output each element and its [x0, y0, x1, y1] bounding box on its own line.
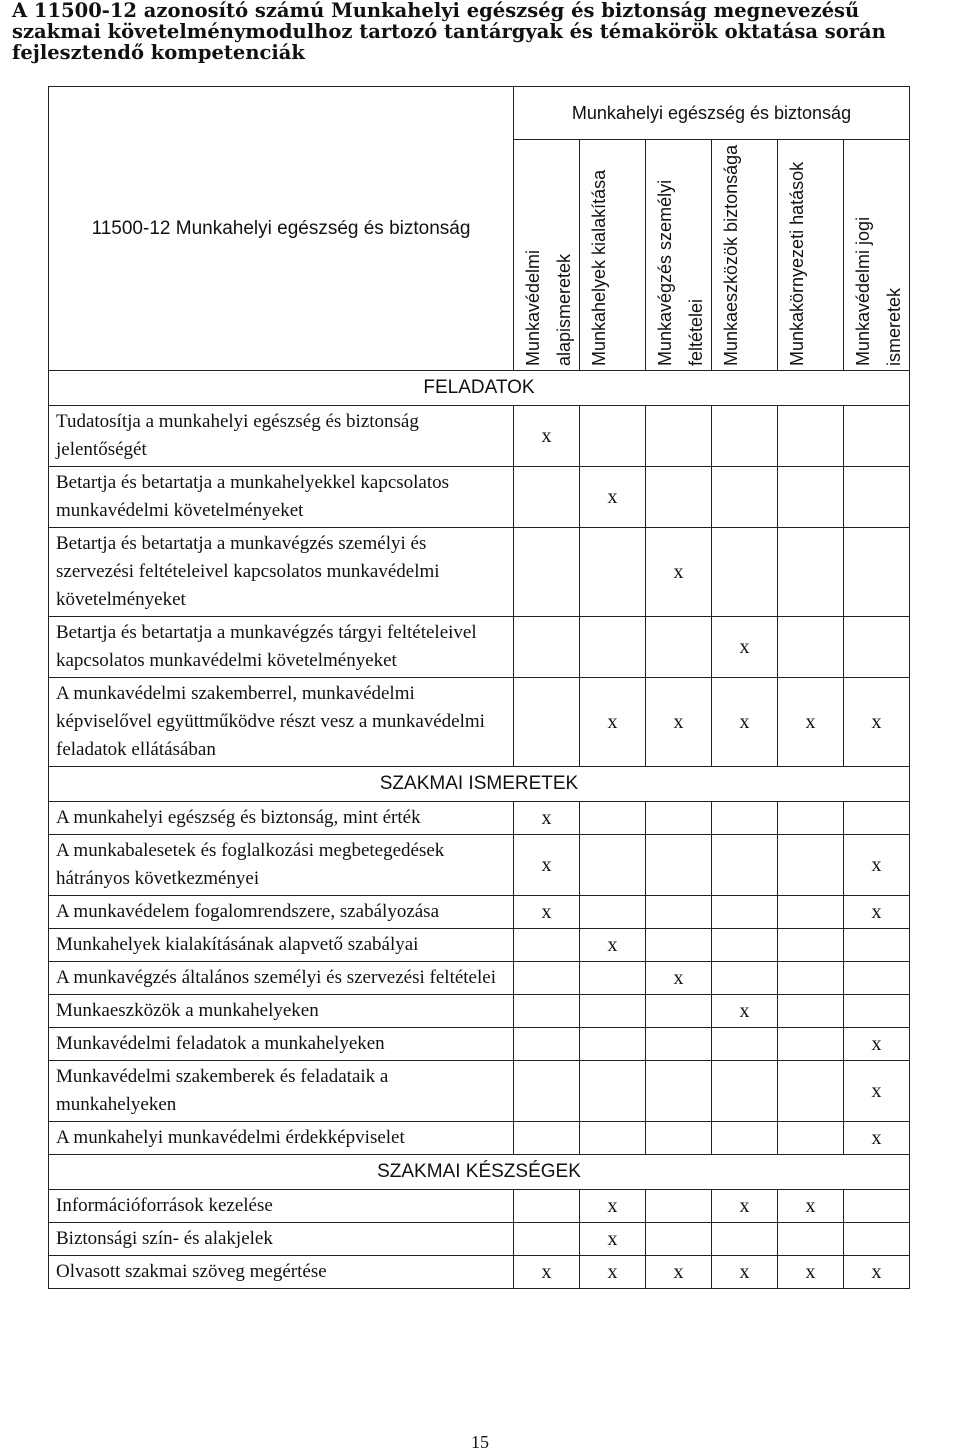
row-label: Biztonsági szín- és alakjelek — [49, 1223, 514, 1256]
column-header — [646, 140, 712, 371]
row-label: Információforrások kezelése — [49, 1190, 514, 1223]
table-row — [49, 528, 910, 617]
mark-cell-empty — [712, 1122, 778, 1155]
table-row — [49, 1061, 910, 1122]
mark-cell-empty — [844, 995, 910, 1028]
row-label: Betartja és betartatja a munkavégzés tárgyi feltételeivel kapcsolatos munkavédelmi követelményeket — [49, 617, 514, 678]
mark-cell-empty — [712, 1028, 778, 1061]
mark-cell-empty — [712, 406, 778, 467]
mark-cell-empty — [514, 1122, 580, 1155]
mark-cell-empty — [712, 1061, 778, 1122]
mark-cell-empty — [580, 406, 646, 467]
column-header — [844, 140, 910, 371]
mark-cell-empty — [514, 962, 580, 995]
mark-cell-empty — [646, 1028, 712, 1061]
table-row — [49, 406, 910, 467]
column-header-label: Munkavédelmi jogi ismeretek — [853, 216, 904, 366]
row-label: A munkavédelem fogalomrendszere, szabályozása — [49, 896, 514, 929]
mark-cell-checked: x — [514, 835, 580, 896]
mark-cell-empty — [514, 995, 580, 1028]
table-row — [49, 617, 910, 678]
mark-cell-checked: x — [580, 1256, 646, 1289]
table-row — [49, 467, 910, 528]
mark-cell-empty — [778, 995, 844, 1028]
table-row — [49, 896, 910, 929]
mark-cell-empty — [580, 617, 646, 678]
column-header — [778, 140, 844, 371]
table-row — [49, 1256, 910, 1289]
mark-cell-checked: x — [844, 1028, 910, 1061]
mark-cell-empty — [580, 528, 646, 617]
column-header-label: Munkahelyek kialakítása — [589, 169, 609, 366]
mark-cell-empty — [646, 835, 712, 896]
row-label: Tudatosítja a munkahelyi egészség és biztonság jelentőségét — [49, 406, 514, 467]
mark-cell-empty — [514, 1028, 580, 1061]
mark-cell-checked: x — [514, 896, 580, 929]
table-row — [49, 995, 910, 1028]
section-header-row — [49, 371, 910, 406]
mark-cell-empty — [712, 896, 778, 929]
mark-cell-empty — [844, 406, 910, 467]
row-label: Betartja és betartatja a munkavégzés személyi és szervezési feltételeivel kapcsolatos munkavédelmi követelményeket — [49, 528, 514, 617]
mark-cell-checked: x — [646, 528, 712, 617]
mark-cell-checked: x — [514, 1256, 580, 1289]
mark-cell-checked: x — [580, 1190, 646, 1223]
mark-cell-empty — [646, 1190, 712, 1223]
mark-cell-empty — [580, 962, 646, 995]
competency-table — [48, 86, 910, 1289]
mark-cell-empty — [580, 835, 646, 896]
mark-cell-empty — [580, 1122, 646, 1155]
mark-cell-empty — [514, 1223, 580, 1256]
mark-cell-empty — [844, 528, 910, 617]
mark-cell-checked: x — [778, 1256, 844, 1289]
mark-cell-checked: x — [514, 802, 580, 835]
table-row — [49, 1028, 910, 1061]
table-row — [49, 929, 910, 962]
mark-cell-empty — [844, 467, 910, 528]
row-label: A munkahelyi munkavédelmi érdekképviselet — [49, 1122, 514, 1155]
row-label: Olvasott szakmai szöveg megértése — [49, 1256, 514, 1289]
table-row — [49, 1223, 910, 1256]
mark-cell-checked: x — [712, 678, 778, 767]
mark-cell-empty — [712, 467, 778, 528]
mark-cell-empty — [514, 1061, 580, 1122]
mark-cell-empty — [778, 406, 844, 467]
mark-cell-empty — [778, 1028, 844, 1061]
row-label: Munkavédelmi szakemberek és feladataik a munkahelyeken — [49, 1061, 514, 1122]
column-header — [514, 140, 580, 371]
mark-cell-empty — [844, 617, 910, 678]
table-row — [49, 1190, 910, 1223]
mark-cell-checked: x — [646, 678, 712, 767]
module-name: 11500-12 Munkahelyi egészség és biztonság — [91, 217, 471, 239]
table-row — [49, 835, 910, 896]
mark-cell-empty — [844, 1223, 910, 1256]
mark-cell-empty — [712, 835, 778, 896]
mark-cell-empty — [712, 802, 778, 835]
column-header — [580, 140, 646, 371]
mark-cell-checked: x — [580, 1223, 646, 1256]
column-header-label: Munkaeszközök biztonsága — [721, 144, 741, 366]
row-label: A munkavédelmi szakemberrel, munkavédelmi képviselővel együttműködve részt vesz a munkavédelmi feladatok ellátásában — [49, 678, 514, 767]
mark-cell-checked: x — [712, 995, 778, 1028]
mark-cell-checked: x — [844, 1122, 910, 1155]
mark-cell-empty — [778, 1122, 844, 1155]
mark-cell-checked: x — [646, 962, 712, 995]
mark-cell-checked: x — [844, 1256, 910, 1289]
row-label: Betartja és betartatja a munkahelyekkel kapcsolatos munkavédelmi követelményeket — [49, 467, 514, 528]
section-header-row — [49, 1155, 910, 1190]
row-label: A munkavégzés általános személyi és szervezési feltételei — [49, 962, 514, 995]
mark-cell-checked: x — [580, 678, 646, 767]
mark-cell-empty — [646, 406, 712, 467]
row-label: Munkahelyek kialakításának alapvető szabályai — [49, 929, 514, 962]
mark-cell-empty — [514, 467, 580, 528]
mark-cell-empty — [712, 929, 778, 962]
table-body — [49, 371, 910, 1289]
mark-cell-empty — [514, 929, 580, 962]
module-name-cell — [49, 87, 514, 371]
table-row — [49, 802, 910, 835]
mark-cell-empty — [778, 1223, 844, 1256]
mark-cell-checked: x — [712, 1256, 778, 1289]
mark-cell-checked: x — [580, 929, 646, 962]
mark-cell-empty — [712, 1223, 778, 1256]
mark-cell-empty — [514, 528, 580, 617]
section-title-text: SZAKMAI ISMERETEK — [379, 773, 579, 794]
mark-cell-empty — [778, 835, 844, 896]
mark-cell-checked: x — [844, 835, 910, 896]
mark-cell-empty — [778, 802, 844, 835]
mark-cell-empty — [844, 962, 910, 995]
mark-cell-empty — [580, 1028, 646, 1061]
row-label: A munkabalesetek és foglalkozási megbetegedések hátrányos következményei — [49, 835, 514, 896]
mark-cell-empty — [778, 1061, 844, 1122]
mark-cell-empty — [646, 929, 712, 962]
mark-cell-empty — [646, 617, 712, 678]
document-heading: A 11500-12 azonosító számú Munkahelyi egészség és biztonság megnevezésű szakmai követelménymodulhoz tartozó tantárgyak és témakörök oktatása során fejlesztendő kompetenciák — [12, 0, 886, 64]
mark-cell-empty — [514, 1190, 580, 1223]
mark-cell-empty — [778, 962, 844, 995]
section-title — [49, 1155, 910, 1190]
mark-cell-checked: x — [712, 617, 778, 678]
mark-cell-empty — [778, 929, 844, 962]
mark-cell-empty — [844, 929, 910, 962]
mark-cell-empty — [514, 678, 580, 767]
mark-cell-empty — [646, 1223, 712, 1256]
table-row — [49, 1122, 910, 1155]
mark-cell-empty — [844, 1190, 910, 1223]
mark-cell-empty — [646, 467, 712, 528]
section-title-text: FELADATOK — [423, 377, 535, 398]
mark-cell-empty — [646, 896, 712, 929]
section-title-text: SZAKMAI KÉSZSÉGEK — [377, 1161, 581, 1182]
section-title — [49, 371, 910, 406]
row-label: A munkahelyi egészség és biztonság, mint érték — [49, 802, 514, 835]
mark-cell-empty — [844, 802, 910, 835]
section-header-row — [49, 767, 910, 802]
row-label: Munkaeszközök a munkahelyeken — [49, 995, 514, 1028]
subject-group-title: Munkahelyi egészség és biztonság — [571, 102, 852, 123]
mark-cell-empty — [646, 1061, 712, 1122]
mark-cell-empty — [778, 617, 844, 678]
mark-cell-empty — [712, 962, 778, 995]
mark-cell-checked: x — [844, 896, 910, 929]
mark-cell-checked: x — [514, 406, 580, 467]
mark-cell-checked: x — [844, 678, 910, 767]
mark-cell-empty — [712, 528, 778, 617]
mark-cell-empty — [646, 995, 712, 1028]
table-row — [49, 678, 910, 767]
mark-cell-empty — [646, 1122, 712, 1155]
mark-cell-empty — [580, 802, 646, 835]
section-title — [49, 767, 910, 802]
mark-cell-empty — [778, 896, 844, 929]
mark-cell-empty — [580, 995, 646, 1028]
mark-cell-checked: x — [844, 1061, 910, 1122]
mark-cell-empty — [778, 528, 844, 617]
mark-cell-empty — [580, 1061, 646, 1122]
row-label: Munkavédelmi feladatok a munkahelyeken — [49, 1028, 514, 1061]
column-header-label: Munkakörnyezeti hatások — [787, 161, 807, 366]
mark-cell-checked: x — [646, 1256, 712, 1289]
mark-cell-empty — [580, 896, 646, 929]
mark-cell-checked: x — [712, 1190, 778, 1223]
mark-cell-empty — [514, 617, 580, 678]
column-header-label: Munkavégzés személyi feltételei — [655, 179, 706, 366]
mark-cell-empty — [778, 467, 844, 528]
table-row — [49, 962, 910, 995]
mark-cell-checked: x — [778, 1190, 844, 1223]
mark-cell-empty — [646, 802, 712, 835]
column-header-label: Munkavédelmi alapismeretek — [523, 249, 574, 366]
mark-cell-checked: x — [778, 678, 844, 767]
column-header — [712, 140, 778, 371]
page-number: 15 — [471, 1432, 489, 1452]
mark-cell-checked: x — [580, 467, 646, 528]
subject-group-header — [514, 87, 910, 140]
